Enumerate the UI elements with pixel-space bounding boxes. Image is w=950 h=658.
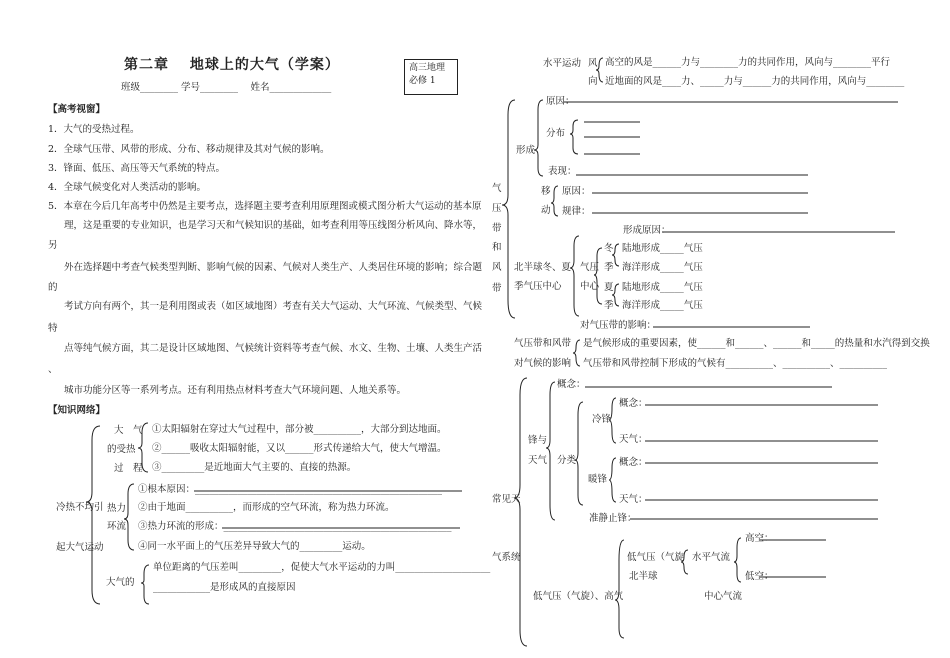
center-formation-label: 形成原因： [623, 225, 671, 236]
central-flow-label: 中心气流 [704, 591, 743, 602]
low-pressure-label: 低气压（气旋 [627, 552, 685, 563]
summer-sea-item: 海洋形成_____气压 [622, 300, 703, 311]
weather-system-label: 常见天 [492, 494, 521, 505]
exam-item: 特 [48, 323, 58, 334]
front-label: 天气 [528, 455, 548, 466]
winter-sea-item: 海洋形成_____气压 [622, 262, 703, 273]
heating-item: ③_________是近地面大气主要的、直接的热源。 [152, 462, 357, 473]
influence-line: 气压带和风带控制下形成的气候有__________、__________、__________ [583, 358, 888, 369]
exam-item: 1．大气的受热过程。 [48, 124, 140, 135]
exam-item: 、 [48, 364, 58, 375]
circulation-label: 环流 [107, 521, 127, 532]
circulation-label: 热力 [107, 503, 127, 514]
cause-label: 原因： [546, 96, 575, 107]
exam-window-heading: 【高考视窗】 [48, 104, 106, 115]
summer-label: 夏 [604, 282, 614, 293]
pressure-center-label: 气压 [580, 262, 600, 273]
movement-label: 动 [541, 205, 551, 216]
stationary-front-label: 准静止锋： [589, 513, 637, 524]
high-altitude-wind-line: 高空的风是______力与________力的共同作用，风向与________平行 [605, 57, 891, 68]
course-name: 高三地理 [409, 63, 446, 73]
exam-item: 的 [48, 282, 58, 293]
influence-label: 对气候的影响 [514, 358, 572, 369]
heating-label: 大 气 [114, 425, 143, 436]
effect-on-belts-label: 对气压带的影响： [580, 320, 657, 331]
horizontal-flow-label: 水平气流 [692, 552, 731, 563]
classification-label: 分类 [557, 455, 577, 466]
move-cause-label: 原因： [562, 186, 591, 197]
page-title: 第二章 地球上的大气（学案） [124, 57, 340, 73]
exam-item: 理，这是重要的专业知识，也是学习天和气候知识的基础，如考查利用等压线图分析风向、降水等， [64, 220, 483, 231]
circulation-item: ③热力环流的形成：________________________________________________ [138, 521, 452, 532]
low-altitude-label: 低空： [745, 571, 774, 582]
warm-weather-label: 天气： [619, 494, 648, 505]
front-label: 锋与 [528, 435, 548, 446]
summer-label: 季 [604, 300, 614, 311]
exam-item: 考试方向有两个，其一是利用图或表（如区域地图）考查有关大气运动、大气环流、气候类型、气候 [64, 301, 483, 312]
pressure-belt-label: 风 [492, 262, 502, 273]
cold-concept-label: 概念： [619, 398, 648, 409]
exam-item: 2．全球气压带、风带的形成、分布、移动规律及其对气候的影响。 [48, 144, 330, 155]
exam-item: 另 [48, 240, 58, 251]
exam-item: 点等纯气候方面，其二是设计区域地图、气候统计资料等考查气候、水文、生物、土壤、人类生产活 [64, 343, 483, 354]
northern-hemisphere-label: 北半球 [629, 571, 658, 582]
knowledge-net-heading: 【知识网络】 [48, 405, 106, 416]
cold-front-label: 冷锋 [592, 414, 612, 425]
root-label: 冷热不均引 [56, 502, 104, 513]
surface-wind-line: 近地面的风是____力、_____力与______力的共同作用，风向与________ [605, 76, 905, 87]
movement-label: 移 [541, 186, 551, 197]
high-altitude-label: 高空： [745, 533, 774, 544]
wind-direction-label: 向 [588, 76, 598, 87]
horizontal-motion-label: 水平运动 [543, 58, 582, 69]
summer-land-item: 陆地形成_____气压 [622, 282, 703, 293]
exam-item: 3．锋面、低压、高压等天气系统的特点。 [48, 163, 226, 174]
expression-label: 表现： [548, 166, 577, 177]
warm-concept-label: 概念： [619, 457, 648, 468]
pressure-belt-label: 带 [492, 283, 502, 294]
heating-item: ①太阳辐射在穿过大气过程中，部分被__________，大部分到达地面。 [152, 424, 447, 435]
circulation-item: ②由于地面__________，而形成的空气环流，称为热力环流。 [138, 502, 395, 513]
winter-label: 冬 [604, 243, 614, 254]
front-concept-label: 概念： [557, 379, 586, 390]
cold-weather-label: 天气： [619, 434, 648, 445]
exam-item: 城市功能分区等一系列考点。还有利用热点材料考查大气环境问题、人地关系等。 [64, 385, 407, 396]
circulation-item: ①根本原因：____________________________________________________ [138, 484, 443, 495]
pressure-belt-label: 压 [492, 203, 502, 214]
exam-item: 5．本章在今后几年高考中仍然是主要考点，选择题主要考查利用原理图或模式图分析大气运动的基本原 [48, 201, 482, 212]
nh-center-label: 北半球冬、夏 [514, 262, 572, 273]
move-rule-label: 规律： [562, 206, 591, 217]
wind-direction-label: 风 [588, 58, 598, 69]
winter-land-item: 陆地形成_____气压 [622, 243, 703, 254]
weather-system-label: 气系统 [492, 552, 521, 563]
warm-front-label: 暖锋 [588, 474, 608, 485]
root-label: 起大气运动 [56, 542, 104, 553]
circulation-item: ④同一水平面上的气压差异导致大气的_________运动。 [138, 541, 371, 552]
pressure-belt-label: 带 [492, 223, 502, 234]
motion-item: ____________是形成风的直接原因 [153, 582, 296, 593]
influence-line: 是气候形成的重要因素，使______和______、______和_____的热量和水汽得到交换 [583, 338, 930, 349]
influence-label: 气压带和风带 [514, 338, 572, 349]
formation-label: 形成 [516, 145, 536, 156]
nh-center-label: 季气压中心 [514, 281, 562, 292]
exam-item: 4．全球气候变化对人类活动的影响。 [48, 182, 207, 193]
course-volume: 必修 1 [409, 76, 436, 86]
distribution-label: 分布 [546, 128, 566, 139]
exam-item: 外在选择题中考查气候类型判断、影响气候的因素、气候对人类生产、人类居住环境的影响；综合题 [64, 262, 483, 273]
pressure-belt-label: 气 [492, 183, 502, 194]
heating-item: ②______吸收太阳辐射能，又以______形式传递给大气，使大气增温。 [152, 443, 447, 454]
course-box [404, 59, 458, 95]
heating-label: 过 程 [114, 463, 143, 474]
student-info-line: 班级________ 学号________ 姓名_____________ [121, 82, 332, 93]
heating-label: 的受热 [107, 444, 136, 455]
pressure-center-label: 中心 [580, 281, 600, 292]
motion-item: 单位距离的气压差叫_________，促使大气水平运动的力叫____________________ [153, 562, 491, 573]
winter-label: 季 [604, 262, 614, 273]
pressure-systems-label: 低气压（气旋）、高气 [533, 591, 624, 602]
pressure-belt-label: 和 [492, 242, 502, 253]
motion-label: 大气的 [106, 577, 135, 588]
